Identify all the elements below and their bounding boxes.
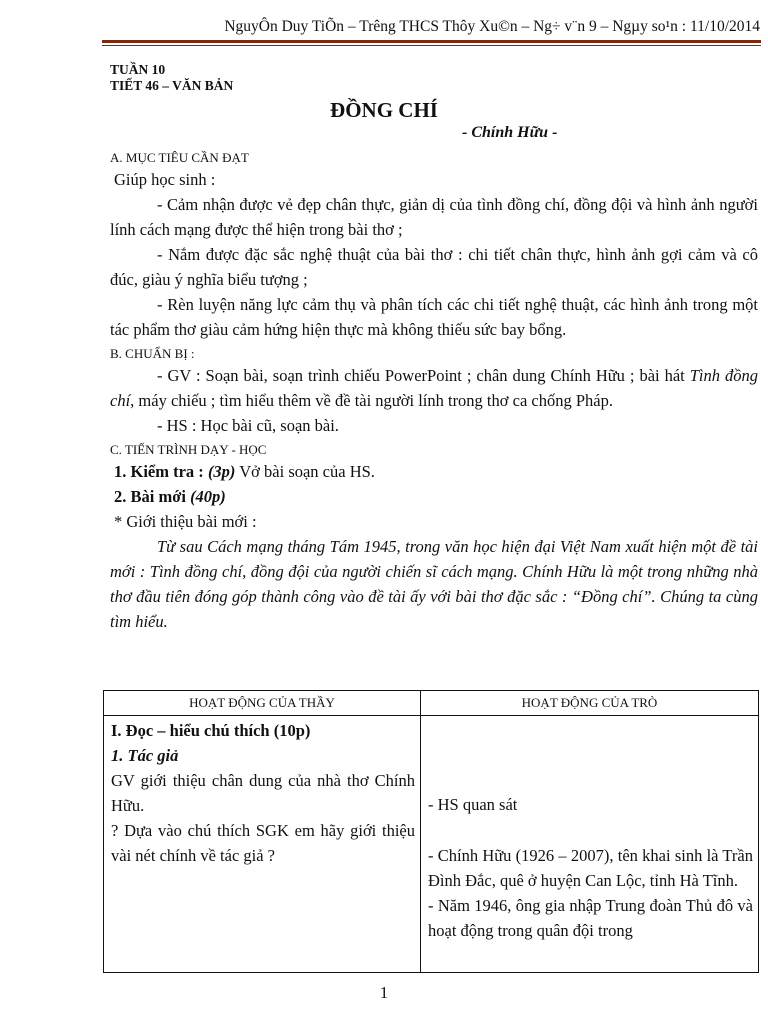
student-answer: - Năm 1946, ông gia nhập Trung đoàn Thủ đô và hoạt động trong quân đội trong xyxy=(428,896,753,940)
table-header-row xyxy=(104,691,759,716)
week-label: TUẦN 10 xyxy=(110,62,166,77)
check-line xyxy=(110,459,758,484)
new-lesson-label: 2. Bài mới xyxy=(114,487,186,506)
objective-item: - Rèn luyện năng lực cảm thụ và phân tích các chi tiết nghệ thuật, các hình ảnh trong một tác phẩm thơ giàu cảm hứng hiện thực mà không thiếu sức bay bổng. xyxy=(110,295,758,339)
gv-prep-text: - GV : Soạn bài, soạn trình chiếu PowerPoint ; chân dung Chính Hữu ; bài hát xyxy=(157,366,690,385)
activity-table xyxy=(103,690,759,973)
document-body xyxy=(110,146,758,634)
objective-item: - Nắm được đặc sắc nghệ thuật của bài thơ : chi tiết chân thực, hình ảnh gợi cảm và cô đúc, giàu ý nghĩa biểu tượng ; xyxy=(110,245,758,289)
gv-prep-text-rest: , máy chiếu ; tìm hiểu thêm về đề tài người lính trong thơ ca chống Pháp. xyxy=(130,391,613,410)
check-label: 1. Kiểm tra : xyxy=(114,462,204,481)
section-a-intro: Giúp học sinh : xyxy=(114,170,216,189)
student-column-header: HOẠT ĐỘNG CỦA TRÒ xyxy=(421,691,759,716)
section-b-heading: B. CHUẨN BỊ : xyxy=(110,346,195,361)
intro-paragraph: Từ sau Cách mạng tháng Tám 1945, trong văn học hiện đại Việt Nam xuất hiện một đề tài mới : Tình đồng chí, đồng đội của người chiến sĩ cách mạng. Chính Hữu là một trong những nhà thơ đầu tiên đóng góp thành công vào đề tài ấy với bài thơ đặc sắc : “Đồng chí”. Chúng ta cùng tìm hiểu. xyxy=(110,537,758,631)
check-text: Vở bài soạn của HS. xyxy=(235,462,375,481)
teacher-column-header: HOẠT ĐỘNG CỦA THẦY xyxy=(104,691,421,716)
section-a-heading: A. MỤC TIÊU CẦN ĐẠT xyxy=(110,150,249,165)
new-lesson-time: (40p) xyxy=(190,487,226,506)
new-lesson-line xyxy=(110,484,758,509)
song-title: Tình đồng chí xyxy=(110,366,758,410)
teacher-activity: GV giới thiệu chân dung của nhà thơ Chính Hữu. xyxy=(111,771,415,815)
period-label: TIẾT 46 – VĂN BẢN xyxy=(110,78,234,93)
objective-item: - Cảm nhận được vẻ đẹp chân thực, giản dị của tình đồng chí, đồng đội và hình ảnh người lính cách mạng được thể hiện trong bài thơ ; xyxy=(110,195,758,239)
student-answer: - Chính Hữu (1926 – 2007), tên khai sinh là Trần Đình Đắc, quê ở huyện Can Lộc, tỉnh Hà Tĩnh. xyxy=(428,846,753,890)
table-row xyxy=(104,716,759,973)
teacher-preparation xyxy=(110,363,758,413)
page-header: NguyÔn Duy TiÕn – Trêng THCS Thôy Xu©n – Ng÷ v¨n 9 – Ngµy so¹n : 11/10/2014 xyxy=(224,18,760,35)
subsection-heading: 1. Tác giả xyxy=(111,746,179,765)
check-time: (3p) xyxy=(207,462,236,481)
document-title: ĐỒNG CHÍ xyxy=(330,98,438,122)
author-name: - Chính Hữu - xyxy=(462,124,558,141)
teacher-activity-cell xyxy=(104,716,421,973)
page-number: 1 xyxy=(379,983,389,1002)
student-activity: - HS quan sát xyxy=(428,795,518,814)
teacher-question: ? Dựa vào chú thích SGK em hãy giới thiệu vài nét chính về tác giả ? xyxy=(111,821,415,865)
intro-label: * Giới thiệu bài mới : xyxy=(114,512,257,531)
student-preparation: - HS : Học bài cũ, soạn bài. xyxy=(157,416,339,435)
header-rule-thin xyxy=(102,45,761,46)
section-heading: I. Đọc – hiểu chú thích (10p) xyxy=(111,721,311,740)
header-rule-thick xyxy=(102,40,761,43)
student-activity-cell xyxy=(421,716,759,973)
section-c-heading: C. TIẾN TRÌNH DẠY - HỌC xyxy=(110,442,267,457)
